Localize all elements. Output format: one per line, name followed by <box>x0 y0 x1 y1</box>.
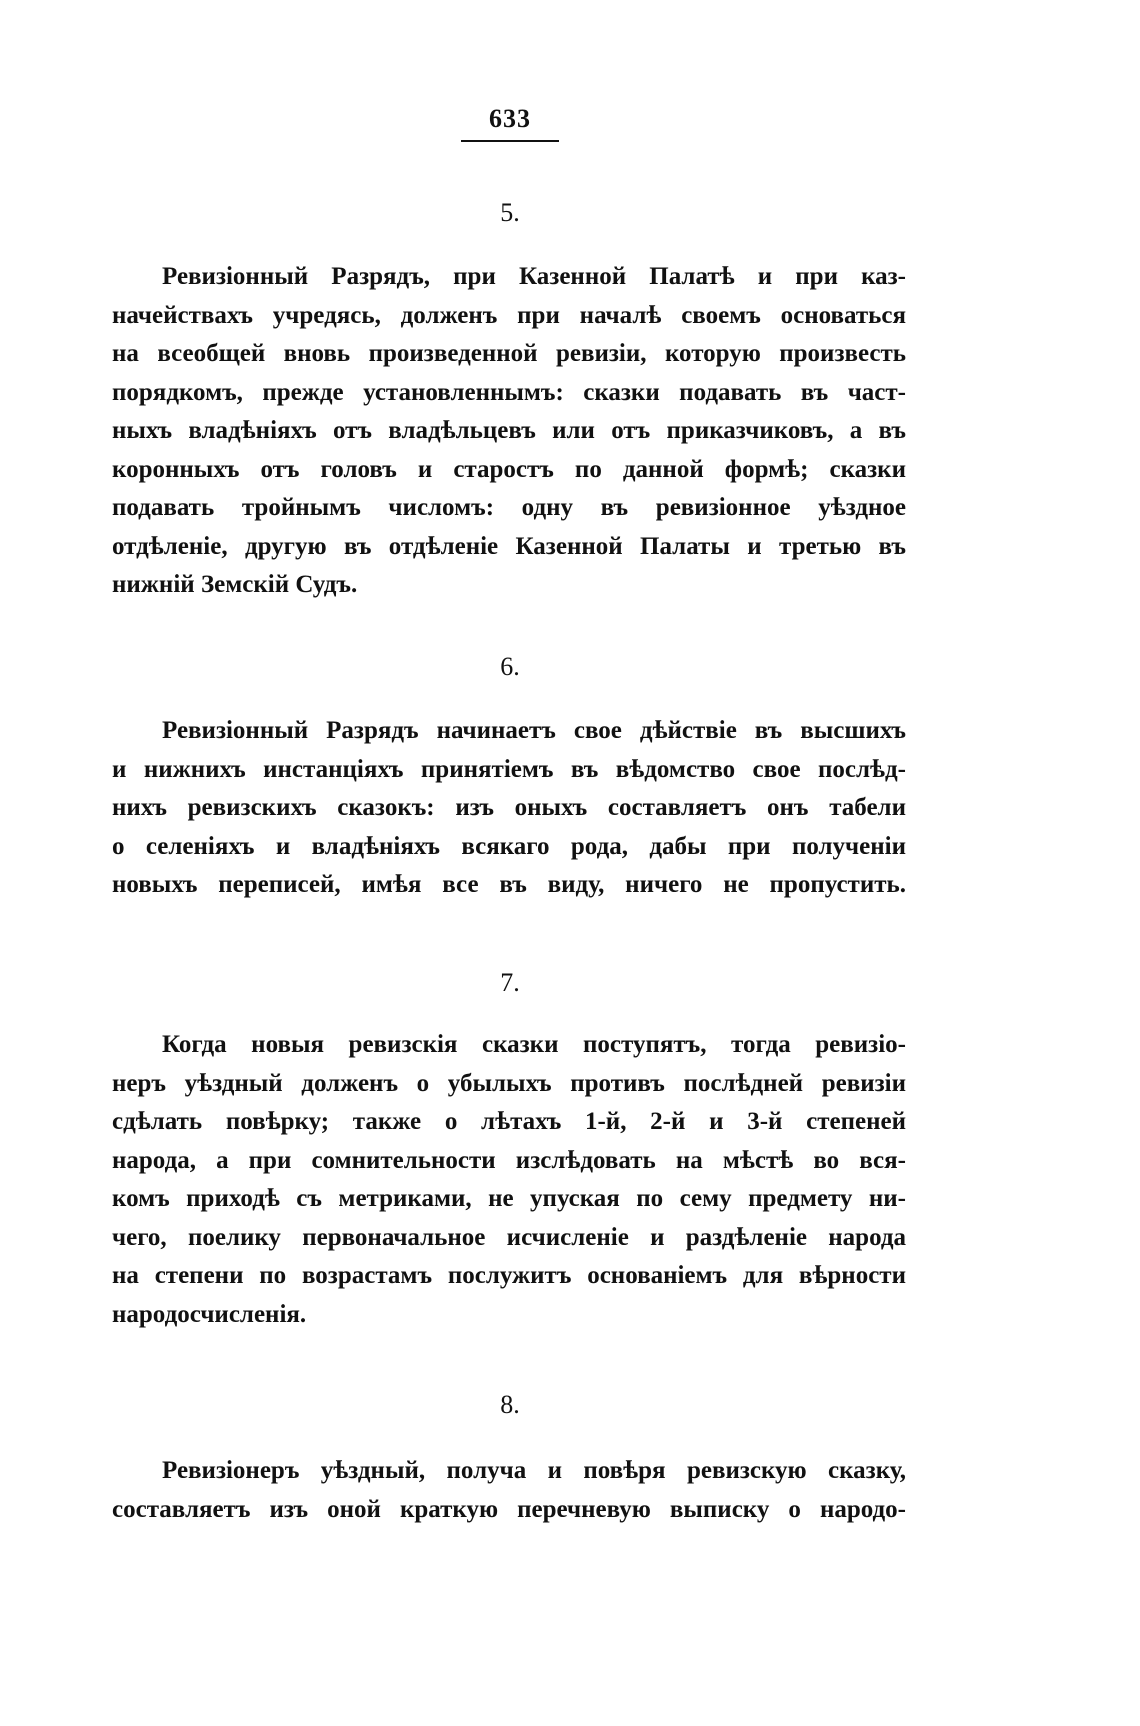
text-line: Ревизіонный Разрядъ начинаетъ свое дѣйствіе въ высшихъ <box>162 717 906 744</box>
text-line: начействахъ учредясь, долженъ при началѣ своемъ основаться <box>112 301 906 329</box>
text-line: на степени по возрастамъ послужитъ основаніемъ для вѣрности <box>112 1262 906 1289</box>
text-line: ныхъ владѣніяхъ отъ владѣльцевъ или отъ приказчиковъ, а въ <box>112 417 906 444</box>
page-number-underline <box>461 140 559 142</box>
text-line: нижній Земскій Судъ. <box>112 571 358 598</box>
text-line: и нижнихъ инстанціяхъ принятіемъ въ вѣдомство свое послѣд- <box>112 755 906 783</box>
text-line: Когда новыя ревизскія сказки поступятъ, тогда ревизіо- <box>162 1031 906 1058</box>
text-line: составляетъ изъ оной краткую перечневую выписку о народо- <box>112 1495 906 1523</box>
text-line: новыхъ переписей, имѣя все въ виду, ничего не пропустить. <box>112 871 906 898</box>
text-line: комъ приходѣ съ метриками, не упуская по сему предмету ни- <box>112 1185 906 1212</box>
page-number: 633 <box>489 104 531 133</box>
section-7-text <box>112 1026 906 1334</box>
text-line: народосчисленія. <box>112 1300 307 1328</box>
section-number-7: 7. <box>500 968 520 997</box>
section-6-text <box>112 712 906 905</box>
text-line: неръ уѣздный долженъ о убылыхъ противъ послѣдней ревизіи <box>112 1069 906 1097</box>
text-line: Ревизіонеръ уѣздный, получа и повѣря ревизскую сказку, <box>162 1457 906 1484</box>
text-line: на всеобщей вновь произведенной ревизіи, которую произвесть <box>112 340 906 367</box>
section-8-text <box>112 1452 906 1529</box>
text-line: о селеніяхъ и владѣніяхъ всякаго рода, дабы при полученіи <box>112 832 906 860</box>
section-number-8: 8. <box>500 1390 520 1419</box>
text-line: чего, поелику первоначальное исчисленіе и раздѣленіе народа <box>112 1223 906 1251</box>
section-number-6: 6. <box>500 652 520 681</box>
section-5-text <box>112 258 906 605</box>
text-line: нихъ ревизскихъ сказокъ: изъ оныхъ составляетъ онъ табели <box>112 794 906 821</box>
section-number-5: 5. <box>500 198 520 227</box>
text-line: отдѣленіе, другую въ отдѣленіе Казенной Палаты и третью въ <box>112 532 906 560</box>
text-line: коронныхъ отъ головъ и старостъ по данной формѣ; сказки <box>112 455 906 483</box>
text-line: сдѣлать повѣрку; также о лѣтахъ 1-й, 2-й и 3-й степеней <box>112 1108 906 1135</box>
text-line: Ревизіонный Разрядъ, при Казенной Палатѣ и при каз- <box>162 263 906 290</box>
text-line: народа, а при сомнительности изслѣдовать на мѣстѣ во вся- <box>112 1146 906 1174</box>
text-line: порядкомъ, прежде установленнымъ: сказки подавать въ част- <box>112 378 906 406</box>
text-line: подавать тройнымъ числомъ: одну въ ревизіонное уѣздное <box>112 494 906 521</box>
